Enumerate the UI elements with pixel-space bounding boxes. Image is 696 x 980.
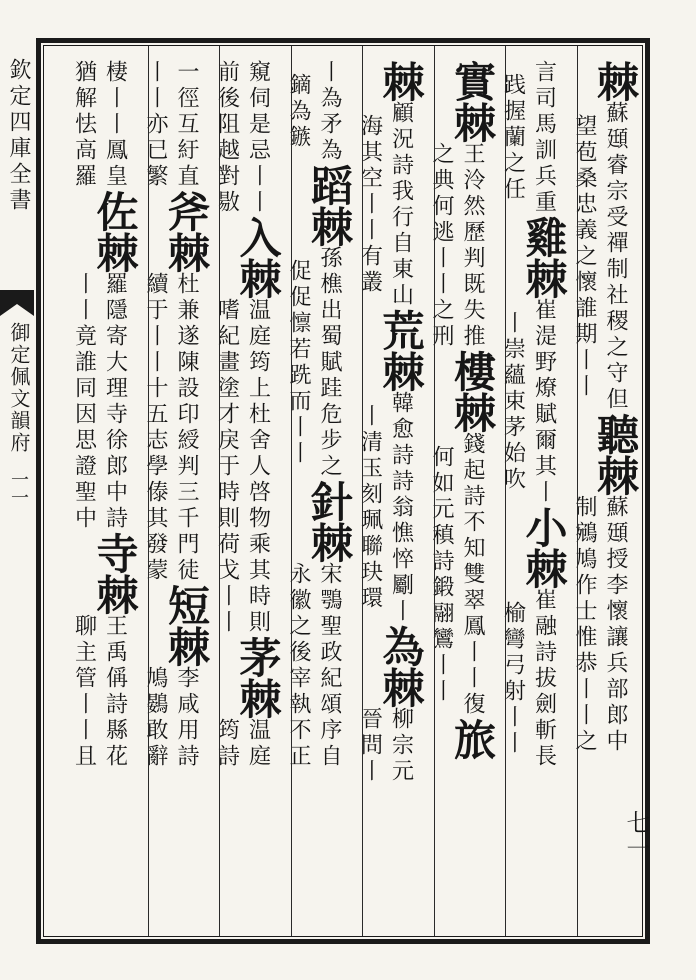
annotation-line: 羅隱寄大理寺徐郎中詩 — [102, 272, 128, 532]
annotation-line: 杜兼遂陳設印綬判三千門徒 — [174, 272, 199, 584]
column-separator — [577, 46, 578, 936]
column-separator — [362, 46, 363, 936]
headword: 短棘 — [162, 584, 211, 666]
annotation-line: 丨清玉刻珮聯玦環 — [357, 404, 383, 612]
annotation-line: 温庭 — [245, 718, 271, 770]
text-column — [286, 60, 361, 940]
annotation-line: 鏑為鏃 — [286, 73, 311, 151]
annotation-line: 丨崇蘊束茅始吹 — [500, 311, 526, 493]
annotation-line: 鳩鷃敢辭 — [143, 666, 168, 770]
annotation-line: 前後阻越對敭 — [214, 60, 240, 216]
annotation-line: 永徽之後宰執不正 — [286, 562, 311, 770]
column-separator — [434, 46, 435, 936]
headword: 雞棘 — [519, 216, 569, 298]
annotation-line: 王泠然歷判既失推 — [460, 142, 485, 350]
text-column — [429, 60, 504, 940]
headword: 棘 — [591, 60, 640, 101]
text-frame-inner — [43, 45, 643, 937]
annotation-line: 宋鶚聖政紀頌序自 — [317, 562, 342, 770]
annotation-line: 温庭筠上杜舍人啓物乘其時則 — [245, 298, 271, 636]
text-column — [357, 60, 432, 940]
annotation-line: 践握蘭之任 — [500, 73, 526, 203]
column-separator — [219, 46, 220, 936]
annotation — [67, 614, 129, 770]
text-column — [71, 60, 146, 940]
headword: 茅棘 — [233, 636, 283, 718]
annotation-line: 錢起詩不知雙翠鳳丨丨復 — [460, 432, 485, 718]
annotation-line: 棲丨丨鳳皇 — [102, 60, 128, 190]
page-margin — [0, 0, 34, 980]
annotation-line: 柳宗元 — [388, 707, 414, 785]
headword: 針棘 — [305, 480, 354, 562]
headword: 旅 — [448, 718, 497, 759]
annotation-line: 丨為矛為 — [317, 60, 342, 164]
annotation-line: 丨丨亦已繁 — [143, 60, 168, 190]
fishtail-ornament-icon — [0, 290, 34, 320]
headword: 聽棘 — [591, 413, 640, 495]
annotation-line: 續于丨丨十五志學傣其發蒙 — [143, 272, 168, 584]
annotation-line: 促促懔若跣而丨丨 — [286, 259, 311, 467]
headword: 樓棘 — [448, 350, 497, 432]
annotation-line: 嗜紀畫塗才戾于時則荷戈丨丨 — [214, 298, 240, 636]
headword: 佐棘 — [90, 190, 140, 272]
headword: 小棘 — [519, 506, 569, 588]
annotation-line: 王禹偁詩縣花 — [102, 614, 128, 770]
annotation-line: 之典何逃丨丨之刑 — [429, 142, 454, 350]
text-column — [500, 60, 575, 940]
annotation-line: 蘇頲睿宗受禪制社稷之守但 — [603, 101, 628, 413]
annotation-line: 海其空丨丨有叢 — [357, 114, 383, 296]
headword: 為棘 — [376, 625, 426, 707]
column-separator — [148, 46, 149, 936]
annotation-line: 猶解怯高羅 — [71, 60, 97, 190]
column-separator — [505, 46, 506, 936]
annotation-line: 晉問丨 — [357, 707, 383, 785]
headword: 棘 — [376, 60, 426, 101]
annotation-line: 丨丨竟誰同因思證聖中 — [71, 272, 97, 532]
headword: 入棘 — [233, 216, 283, 298]
annotation-line: 榆彎弓射丨丨 — [500, 601, 526, 757]
collection-title: 欽定四庫全書 — [6, 58, 31, 214]
page-number: 七一 — [622, 810, 650, 862]
annotation-line: 何如元稹詩鍛翮鸞丨丨 — [429, 445, 454, 705]
text-frame — [36, 38, 650, 944]
text-column — [214, 60, 289, 940]
annotation-line: 制鵷鳩作士惟恭丨丨之 — [572, 495, 597, 755]
annotation-line: 崔湜野燎賦爾其丨 — [531, 298, 557, 506]
annotation-line: 蘇頲授李懷讓兵部郎中 — [603, 495, 628, 755]
text-column — [572, 60, 647, 940]
book-title: 御定佩文韻府 — [7, 322, 31, 454]
annotation-line: 望苞桑忠義之懷誰期丨丨 — [572, 114, 597, 400]
annotation-line: 聊主管丨丨且 — [71, 614, 97, 770]
headword: 實棘 — [448, 60, 497, 142]
annotation-line: 孫樵出蜀賦跬危步之 — [317, 246, 342, 480]
headword: 寺棘 — [90, 532, 140, 614]
headword: 荒棘 — [376, 309, 426, 391]
annotation-line: 崔融詩拔劍斬長 — [531, 588, 557, 770]
margin-dashes: 一一 — [8, 470, 29, 506]
annotation-line: 顧況詩我行自東山 — [388, 101, 414, 309]
annotation-line: 言司馬訓兵重 — [531, 60, 557, 216]
annotation-line: 韓愈詩詩翁憔悴劚丨 — [388, 391, 414, 625]
annotation-line: 筠詩 — [214, 718, 240, 770]
headword: 蹈棘 — [305, 164, 354, 246]
annotation — [67, 272, 129, 532]
text-column — [143, 60, 218, 940]
annotation-line: 李咸用詩 — [174, 666, 199, 770]
annotation-line: 窺伺是忌丨丨 — [245, 60, 271, 216]
annotation-line: 一徑互紆直 — [174, 60, 199, 190]
headword: 斧棘 — [162, 190, 211, 272]
column-separator — [291, 46, 292, 936]
annotation — [67, 60, 129, 190]
